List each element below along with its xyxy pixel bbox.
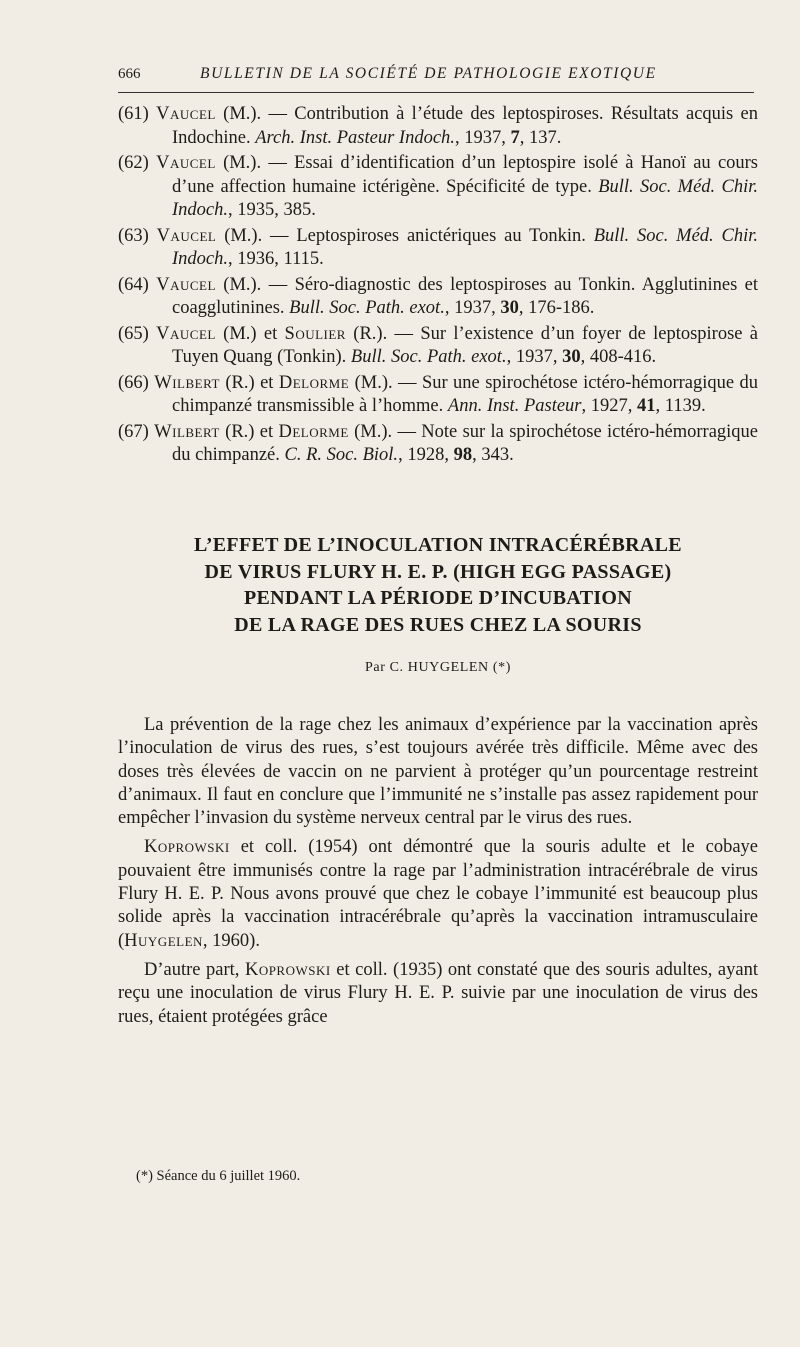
reference-author: Wilbert: [154, 421, 220, 442]
cited-author: Huygelen: [124, 930, 203, 951]
reference-text: — Séro-diagnostic des leptospiroses au Tonkin. Agglutinines et coagglutinines.: [172, 274, 758, 318]
reference-year: , 1936, 1115.: [228, 249, 324, 269]
paragraph-text: , 1960).: [202, 930, 260, 951]
reference-pages: , 137.: [519, 127, 562, 148]
title-line: DE VIRUS FLURY H. E. P. (HIGH EGG PASSAGE): [204, 560, 672, 583]
reference-year: , 1937,: [454, 127, 511, 148]
reference-text: — Leptospiroses anictériques au Tonkin.: [262, 225, 594, 246]
cited-author: Koprowski: [244, 959, 331, 980]
reference-author: Vaucel: [156, 225, 217, 246]
reference-journal: Bull. Soc. Méd. Chir. Indoch.: [172, 225, 758, 269]
reference-coauthor-initials: (M.).: [354, 421, 393, 442]
reference-number: (64): [118, 274, 149, 295]
reference-pages: , 176-186.: [518, 298, 595, 318]
reference-volume: 30: [562, 347, 581, 367]
paragraph-text: D’autre part,: [144, 959, 245, 980]
reference-initials: (M.).: [224, 225, 263, 246]
reference-item: [118, 225, 758, 272]
reference-coauthor: Soulier: [284, 323, 346, 344]
reference-author: Vaucel: [156, 104, 216, 124]
article-title: [118, 532, 758, 638]
reference-pages: , 1139.: [655, 396, 706, 416]
paragraph: [118, 959, 758, 1029]
reference-journal: Arch. Inst. Pasteur Indoch.: [255, 127, 455, 148]
reference-text: — Sur l’existence d’un foyer de leptospirose à Tuyen Quang (Tonkin).: [172, 323, 759, 367]
reference-item: [118, 323, 758, 370]
reference-initials: (R.) et: [225, 372, 274, 393]
reference-year: , 1927,: [581, 396, 637, 416]
reference-coauthor-initials: (M.).: [354, 372, 393, 393]
reference-coauthor-initials: (R.).: [353, 323, 388, 344]
reference-volume: 98: [453, 445, 473, 465]
footnote: (*) Séance du 6 juillet 1960.: [136, 1168, 301, 1184]
reference-initials: (M.) et: [223, 323, 278, 344]
reference-number: (61): [118, 104, 149, 124]
reference-initials: (R.) et: [225, 421, 274, 442]
reference-item: [118, 152, 758, 223]
reference-initials: (M.).: [223, 153, 262, 173]
reference-volume: 41: [637, 396, 656, 416]
reference-number: (63): [118, 225, 149, 246]
reference-number: (66): [118, 372, 149, 393]
title-line: DE LA RAGE DES RUES CHEZ LA SOURIS: [234, 613, 642, 636]
reference-text: — Note sur la spirochétose ictéro-hémorragique du chimpanzé.: [172, 421, 759, 465]
author-byline: Par C. HUYGELEN (*): [365, 660, 511, 675]
title-line: L’EFFET DE L’INOCULATION INTRACÉRÉBRALE: [194, 534, 682, 556]
paragraph-text: et coll. (1935) ont constaté que des souris adultes, ayant reçu une inoculation de virus Flury H. E. P. suivie par une inoculation de virus des rues, étaient protégées grâce: [118, 959, 758, 1027]
reference-author: Vaucel: [156, 274, 216, 295]
reference-year: , 1937,: [506, 347, 563, 367]
reference-initials: (M.).: [223, 274, 262, 295]
reference-year: , 1937,: [444, 298, 501, 318]
cited-author: Koprowski: [144, 837, 230, 858]
reference-coauthor: Delorme: [278, 421, 349, 442]
reference-coauthor: Delorme: [278, 372, 350, 393]
article-body: [118, 714, 758, 1035]
reference-number: (62): [118, 153, 149, 173]
reference-journal: Bull. Soc. Path. exot.: [350, 347, 507, 367]
page-number: 666: [118, 66, 141, 82]
paragraph-text: et coll. (1954) ont démontré que la souris adulte et le cobaye pouvaient être immunisés contre la rage par l’administration intracérébrale de virus Flury H. E. P. Nous avons prouvé que chez le cobaye l’immunité est beaucoup plus solide après la vaccination intracérébrale qu’après la vaccination intramusculaire (: [118, 837, 758, 951]
reference-year: , 1935, 385.: [228, 200, 316, 220]
reference-author: Vaucel: [156, 323, 216, 344]
running-header: [118, 62, 754, 93]
reference-journal: Bull. Soc. Méd. Chir. Indoch.: [172, 176, 758, 220]
reference-text: — Essai d’identification d’un leptospire isolé à Hanoï au cours d’une affection humaine ictérigène. Spécificité de type.: [172, 153, 759, 197]
reference-journal: Ann. Inst. Pasteur: [447, 396, 582, 416]
reference-text: — Sur une spirochétose ictéro-hémorragique du chimpanzé transmissible à l’homme.: [172, 372, 759, 416]
reference-item: [118, 372, 758, 419]
reference-pages: , 343.: [472, 445, 514, 465]
reference-number: (65): [118, 323, 149, 344]
reference-journal: Bull. Soc. Path. exot.: [289, 298, 445, 318]
reference-author: Wilbert: [154, 372, 220, 393]
title-line: PENDANT LA PÉRIODE D’INCUBATION: [243, 587, 633, 609]
reference-item: [118, 274, 758, 321]
paragraph: La prévention de la rage chez les animaux d’expérience par la vaccination après l’inoculation de virus des rues, s’est toujours avérée très difficile. Même avec des doses très élevées de vaccin on ne parvient à protéger qu’un pourcentage restreint d’animaux. Il faut en conclure que l’immunité ne s’installe pas assez rapidement pour empêcher l’invasion du système nerveux central par le virus des rues.: [118, 715, 758, 829]
reference-volume: 7: [510, 127, 520, 148]
reference-list: [118, 103, 758, 470]
reference-item: [118, 421, 758, 468]
reference-text: — Contribution à l’étude des leptospiroses. Résultats acquis en Indochine.: [172, 104, 759, 148]
reference-volume: 30: [500, 298, 519, 318]
reference-journal: C. R. Soc. Biol.: [284, 445, 399, 465]
reference-number: (67): [118, 421, 149, 442]
reference-pages: , 408-416.: [580, 347, 657, 367]
reference-initials: (M.).: [223, 104, 262, 124]
reference-item: [118, 103, 758, 150]
reference-author: Vaucel: [156, 153, 216, 173]
paragraph: [118, 836, 758, 952]
journal-title: BULLETIN DE LA SOCIÉTÉ DE PATHOLOGIE EXOTIQUE: [200, 65, 657, 82]
reference-year: , 1928,: [398, 445, 454, 465]
